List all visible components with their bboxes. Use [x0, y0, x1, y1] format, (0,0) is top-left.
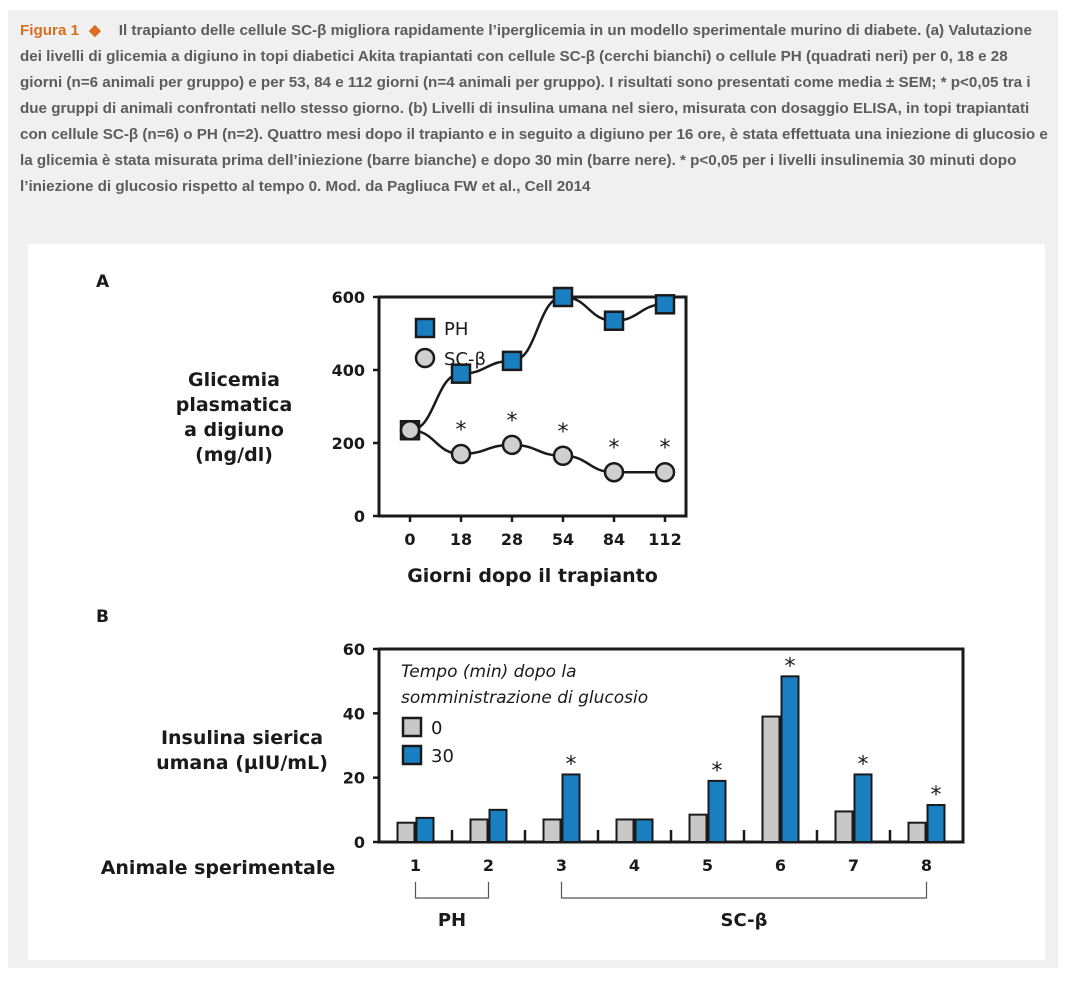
group-label: SC-β [720, 910, 768, 931]
y-tick-label: 400 [331, 361, 365, 380]
figure-panel [28, 244, 1045, 960]
data-point-square [605, 312, 623, 330]
group-label: PH [437, 910, 467, 931]
figure-label: Figura 1 [20, 22, 80, 39]
legend-swatch [403, 746, 421, 764]
x-tick-label: 6 [774, 856, 787, 875]
legend-marker-circle [416, 349, 434, 367]
y-axis-title-line: (mg/dl) [195, 444, 273, 466]
x-axis-title: Giorni dopo il trapianto [407, 565, 658, 587]
bar-time-0 [617, 819, 634, 842]
x-tick-label: 0 [404, 530, 416, 549]
figure-caption [20, 18, 1050, 200]
figure-caption-text: Il trapianto delle cellule SC-β migliora rapidamente l’iperglicemia in un modello sperimentale murino di diabete. (a) Valutazione dei livelli di glicemia a digiuno in topi diabetici Akita trapiantati con cellule SC-β (cerchi bianchi) o cellule PH (quadrati neri) per 0, 18 e 28 giorni (n=6 animali per gruppo) e per 53, 84 e 112 giorni (n=4 animali per gruppo). I risultati sono presentati come media ± SEM; * p<0,05 tra i due gruppi di animali confrontati nello stesso giorno. (b) Livelli di insulina umana nel siero, misurata con dosaggio ELISA, in topi trapiantati con cellule SC-β (n=6) o PH (n=2). Quattro mesi dopo il trapianto e in seguito a digiuno per 16 ore, è stata effettuata una iniezione di glucosio e la glicemia è stata misurata prima dell’iniezione (barre bianche) e dopo 30 min (barre nere). * p<0,05 per i livelli insulinemia 30 minuti dopo l’iniezione di glucosio rispetto al tempo 0. Mod. da Pagliuca FW et al., Cell 2014 [20, 22, 1048, 195]
chart-b [101, 640, 963, 931]
bar-time-0 [471, 819, 488, 842]
bar-time-30 [490, 810, 507, 842]
y-tick-label: 0 [353, 833, 365, 852]
bar-time-0 [763, 717, 780, 842]
legend-label: SC-β [444, 349, 486, 370]
x-tick-label: 112 [648, 530, 682, 549]
x-tick-label: 5 [701, 856, 714, 875]
y-tick-label: 60 [342, 640, 365, 659]
bar-time-30 [709, 781, 726, 842]
x-tick-label: 18 [449, 530, 473, 549]
y-axis-title-line: plasmatica [175, 394, 293, 416]
bar-time-0 [398, 823, 415, 842]
significance-asterisk: * [506, 408, 518, 434]
data-point-circle [554, 447, 572, 465]
bar-time-30 [417, 818, 434, 842]
data-point-square [656, 295, 674, 313]
y-axis-title-line: a digiuno [184, 419, 284, 441]
x-tick-label: 1 [409, 856, 422, 875]
x-tick-label: 3 [555, 856, 568, 875]
chart-a [176, 288, 686, 587]
x-tick-label: 54 [551, 530, 575, 549]
y-tick-label: 200 [331, 434, 365, 453]
diamond-icon: ◆ [89, 22, 101, 39]
legend-title-line: somministrazione di glucosio [401, 688, 649, 708]
bar-time-30 [928, 805, 945, 842]
y-tick-label: 0 [353, 507, 365, 526]
bar-time-0 [690, 815, 707, 842]
significance-asterisk: * [857, 752, 869, 778]
legend-marker-square [416, 319, 434, 337]
legend-label: PH [444, 319, 469, 340]
series-line [410, 430, 665, 472]
significance-asterisk: * [557, 419, 569, 445]
significance-asterisk: * [930, 783, 942, 809]
data-point-circle [503, 436, 521, 454]
significance-asterisk: * [711, 758, 723, 784]
y-tick-label: 20 [342, 768, 365, 788]
significance-asterisk: * [455, 417, 467, 443]
x-tick-label: 84 [602, 530, 626, 549]
x-tick-label: 8 [920, 856, 933, 875]
figure-svg [28, 244, 1045, 960]
group-bracket [416, 882, 489, 898]
data-point-circle [401, 421, 419, 439]
significance-asterisk: * [608, 436, 620, 462]
bar-time-30 [636, 819, 653, 842]
data-point-circle [656, 463, 674, 481]
data-point-circle [452, 445, 470, 463]
x-axis-title: Animale sperimentale [100, 857, 336, 879]
significance-asterisk: * [659, 436, 671, 462]
group-bracket [562, 882, 927, 898]
panel-a-label: A [96, 272, 110, 292]
y-axis-title-line: Glicemia [188, 369, 280, 391]
x-tick-label: 4 [628, 856, 641, 875]
bar-time-0 [909, 823, 926, 842]
data-point-square [554, 288, 572, 306]
bar-time-0 [544, 819, 561, 842]
y-axis-title-line: Insulina sierica [160, 727, 324, 749]
legend-label: 0 [431, 718, 443, 739]
bar-time-0 [836, 811, 853, 842]
legend-title-line: Tempo (min) dopo la [401, 662, 577, 682]
x-tick-label: 7 [847, 856, 860, 875]
significance-asterisk: * [565, 752, 577, 778]
legend-label: 30 [431, 746, 454, 767]
bar-time-30 [563, 774, 580, 842]
y-axis-title-line: umana (µIU/mL) [156, 752, 328, 774]
panel-b-label: B [96, 607, 109, 627]
bar-time-30 [855, 774, 872, 842]
significance-asterisk: * [784, 654, 796, 680]
legend-swatch [403, 718, 421, 736]
x-tick-label: 28 [500, 530, 524, 549]
bar-time-30 [782, 676, 799, 842]
data-point-square [503, 352, 521, 370]
data-point-circle [605, 463, 623, 481]
y-tick-label: 40 [342, 704, 365, 724]
y-tick-label: 600 [331, 288, 365, 307]
x-tick-label: 2 [482, 856, 495, 875]
